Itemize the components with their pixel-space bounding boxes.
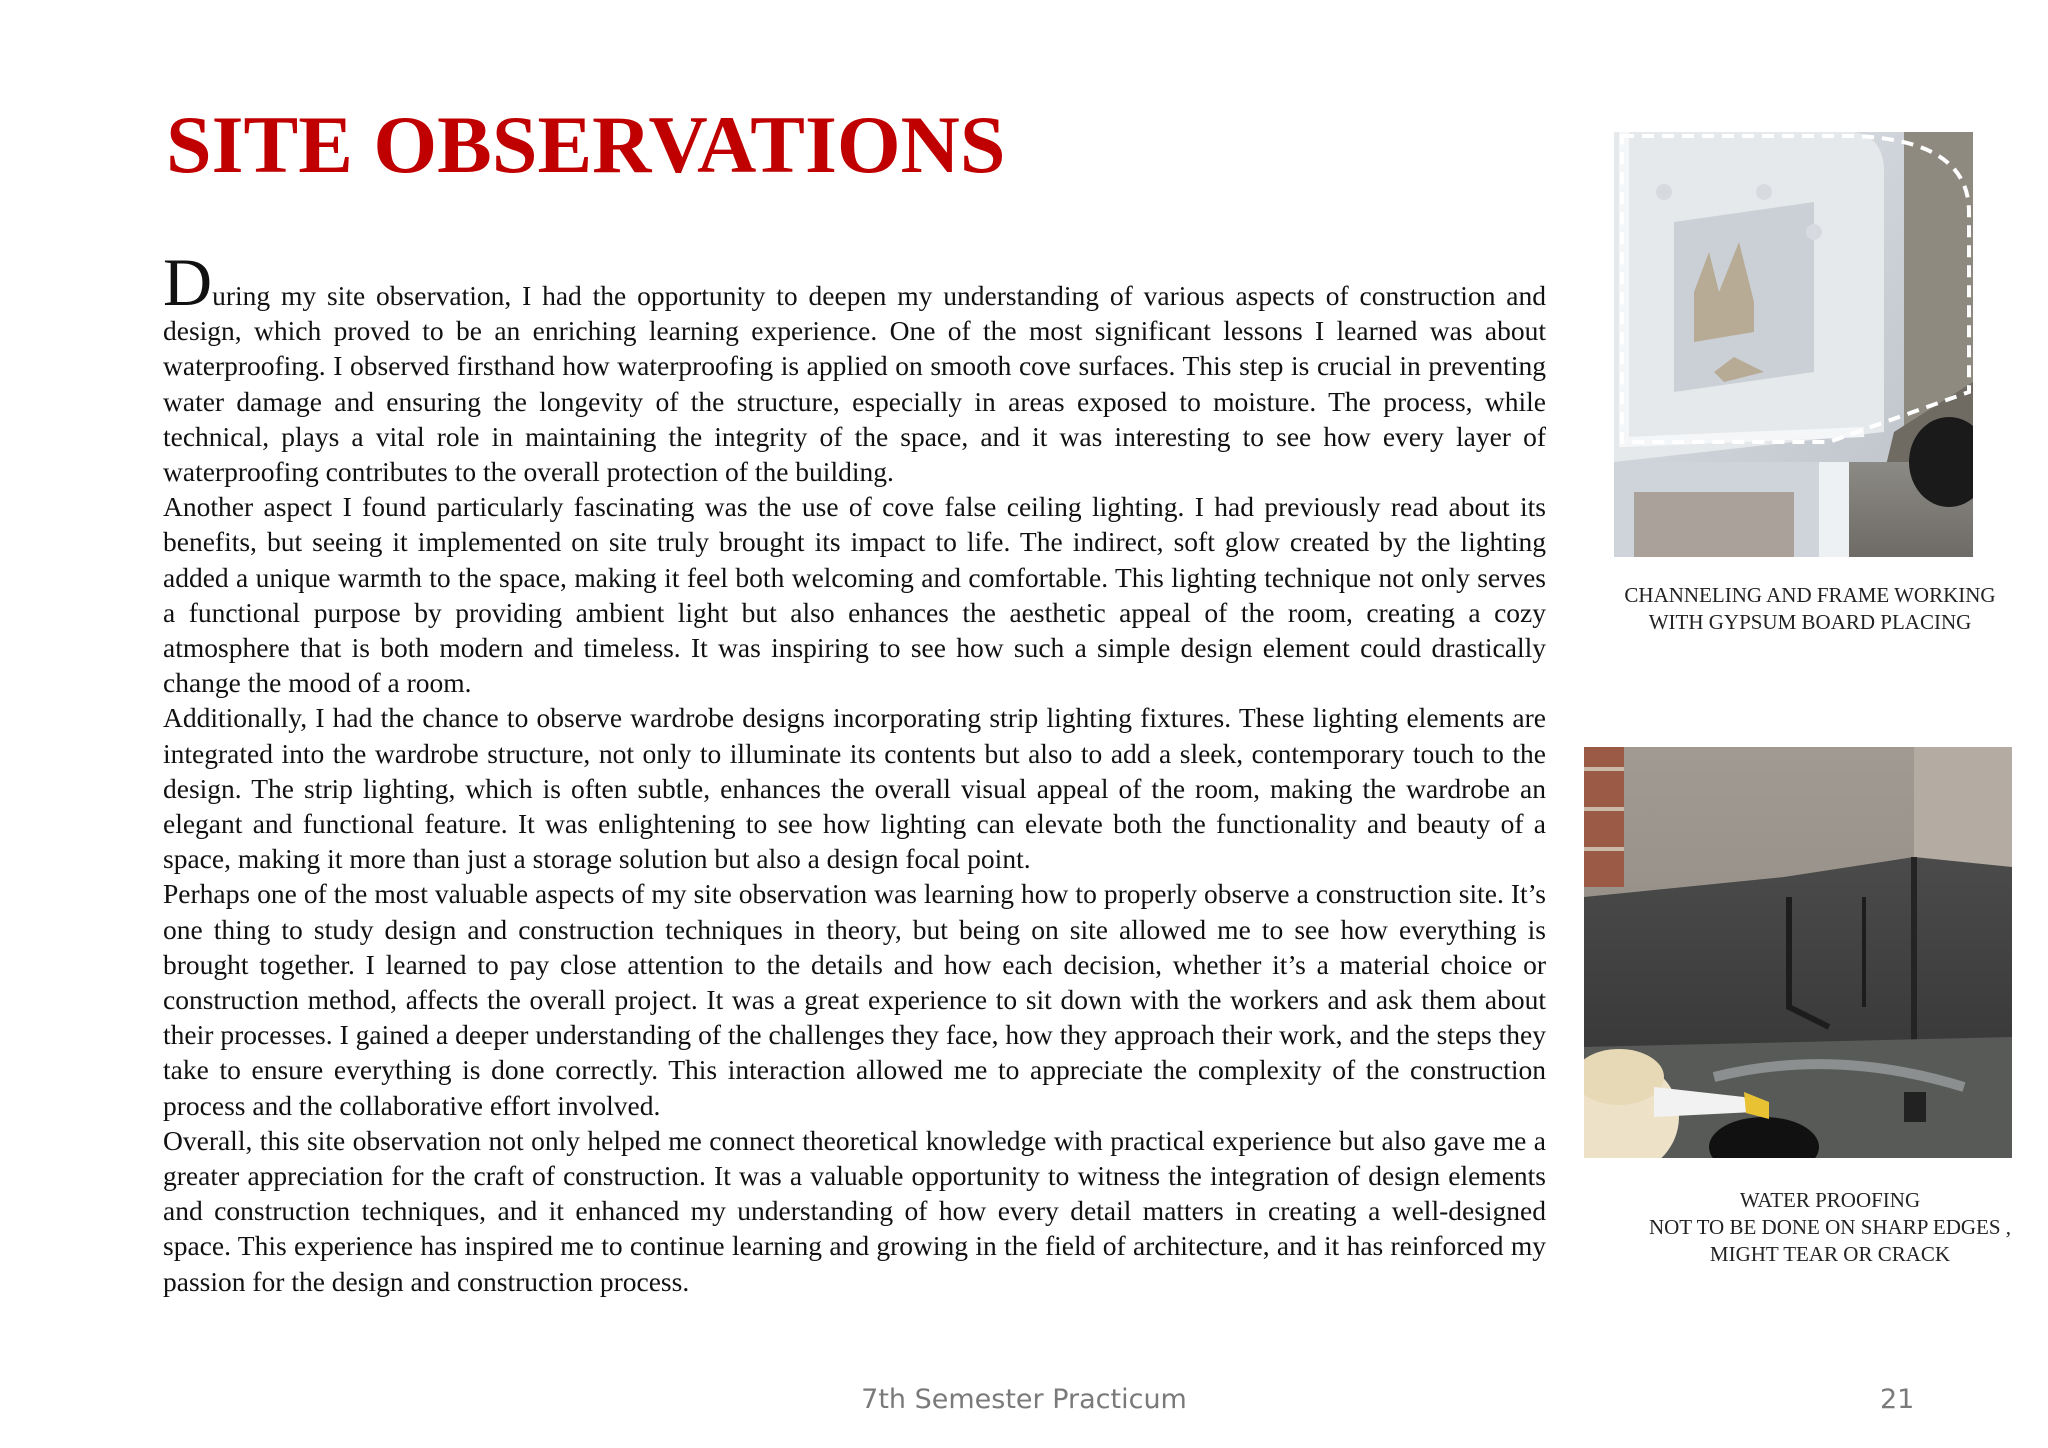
body-text [163, 244, 1546, 1299]
page-title: SITE OBSERVATIONS [166, 99, 1006, 190]
paragraph: Additionally, I had the chance to observe wardrobe designs incorporating strip lighting fixtures. These lighting elements are integrated into the wardrobe structure, not only to illuminate its contents but also to add a sleek, contemporary touch to the design. The strip lighting, which is often subtle, enhances the overall visual appeal of the room, making the wardrobe an elegant and functional feature. It was enlightening to see how lighting can elevate both the functionality and beauty of a space, making it more than just a storage solution but also a design focal point. [163, 702, 1546, 875]
caption-line: WITH GYPSUM BOARD PLACING [1648, 610, 1972, 634]
figure-caption [1600, 1187, 2048, 1268]
paragraph [163, 244, 1546, 489]
ceiling-channeling-photo [1614, 132, 1973, 557]
paragraph: Another aspect I found particularly fascinating was the use of cove false ceiling lighting. I had previously read about its benefits, but seeing it implemented on site truly brought its impact to life. The indirect, soft glow created by the lighting added a unique warmth to the space, making it feel both welcoming and comfortable. This lighting technique not only serves a functional purpose by providing ambient light but also enhances the aesthetic appeal of the room, creating a cozy atmosphere that is both modern and timeless. It was inspiring to see how such a simple design element could drastically change the mood of a room. [163, 491, 1546, 699]
caption-line: CHANNELING AND FRAME WORKING [1624, 583, 1996, 607]
caption-line: NOT TO BE DONE ON SHARP EDGES , [1648, 1215, 2012, 1239]
paragraph: Overall, this site observation not only helped me connect theoretical knowledge with practical experience but also gave me a greater appreciation for the craft of construction. It was a valuable opportunity to witness the integration of design elements and construction techniques, and it enhanced my understanding of how every detail matters in creating a well-designed space. This experience has inspired me to continue learning and growing in the field of architecture, and it has reinforced my passion for the design and construction process. [163, 1124, 1546, 1297]
waterproofing-photo [1584, 747, 2012, 1158]
drop-cap: D [163, 244, 213, 320]
paragraph: Perhaps one of the most valuable aspects of my site observation was learning how to properly observe a construction site. It’s one thing to study design and construction techniques in theory, but being on site allowed me to see how everything is brought together. I learned to pay close attention to the details and how each decision, whether it’s a material choice or construction method, affects the overall project. It was a great experience to sit down with the workers and ask them about their processes. I gained a deeper understanding of the challenges they face, how they approach their work, and the steps they take to ensure everything is done correctly. This interaction allowed me to appreciate the complexity of the construction process and the collaborative effort involved. [163, 878, 1546, 1121]
caption-line: WATER PROOFING [1739, 1188, 1921, 1212]
page-number: 21 [1880, 1384, 1915, 1415]
footer-title: 7th Semester Practicum [861, 1384, 1187, 1415]
caption-line: MIGHT TEAR OR CRACK [1709, 1242, 1951, 1266]
figure-caption [1600, 582, 2020, 636]
paragraph-text: uring my site observation, I had the opportunity to deepen my understanding of various aspects of construction and design, which proved to be an enriching learning experience. One of the most significant lessons I learned was about waterproofing. I observed firsthand how waterproofing is applied on smooth cove surfaces. This step is crucial in preventing water damage and ensuring the longevity of the structure, especially in areas exposed to moisture. The process, while technical, plays a vital role in maintaining the integrity of the space, and it was interesting to see how every layer of waterproofing contributes to the overall protection of the building. [163, 280, 1546, 488]
